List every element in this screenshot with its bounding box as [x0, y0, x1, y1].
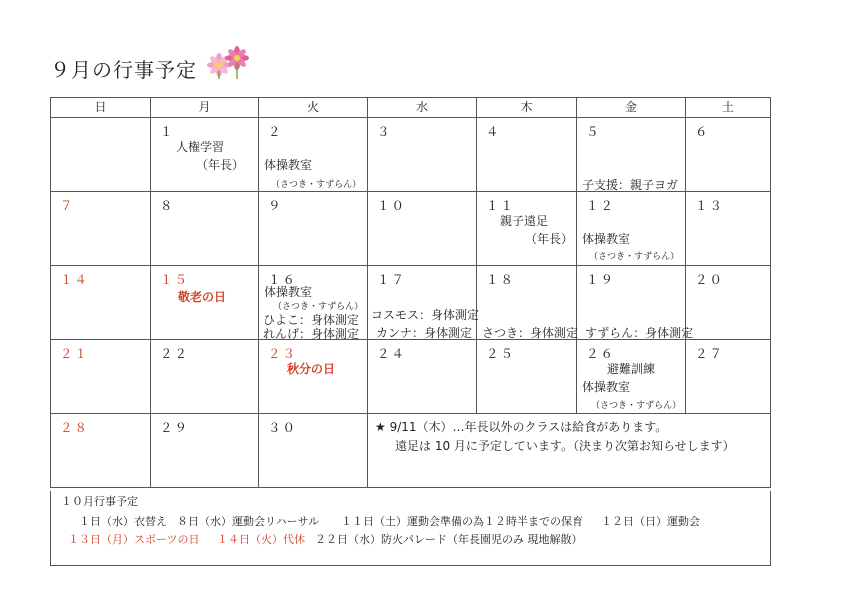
notes-block	[375, 418, 735, 456]
day-cell	[151, 266, 259, 340]
note-line: ★ 9/11（木）…年長以外のクラスは給食があります。	[375, 420, 668, 434]
weekday-mon: 月	[151, 98, 259, 118]
event-text: 親子遠足	[500, 214, 549, 228]
event-text: コスモス：身体測定	[371, 308, 480, 322]
day-number: １	[160, 124, 175, 139]
day-number: ２２	[160, 346, 190, 361]
day-number: ２６	[586, 346, 616, 361]
weekday-thu: 木	[477, 98, 577, 118]
event-text: （さつき・すずらん）	[273, 302, 364, 312]
october-holiday: １４日（火）代休	[217, 533, 305, 546]
day-cell	[577, 192, 686, 266]
event-text: 子支援：親子ヨガ	[582, 178, 679, 192]
day-number: ２５	[486, 346, 516, 361]
day-cell	[368, 118, 477, 192]
note-line: 遠足は 10 月に予定しています。（決まり次第お知らせします）	[395, 439, 735, 453]
day-cell	[368, 192, 477, 266]
day-number: ７	[60, 198, 75, 213]
day-cell	[368, 340, 477, 414]
day-number: ５	[586, 124, 601, 139]
event-text: （年長）	[196, 158, 245, 172]
day-number: ２	[268, 124, 283, 139]
weekday-sun: 日	[51, 98, 151, 118]
day-number: １４	[60, 272, 90, 287]
week-row	[51, 118, 771, 192]
day-cell	[259, 340, 368, 414]
october-event: １日（水）衣替え	[79, 515, 167, 528]
day-cell	[151, 340, 259, 414]
october-holiday: １３日（月）スポーツの日	[68, 533, 200, 546]
day-cell	[259, 118, 368, 192]
event-text: 体操教室	[582, 232, 631, 246]
day-cell	[577, 340, 686, 414]
day-number: １９	[586, 272, 616, 287]
day-number: ２７	[695, 346, 725, 361]
day-number: ２０	[695, 272, 725, 287]
day-cell	[477, 266, 577, 340]
event-text: さつき：身体測定	[482, 326, 579, 340]
day-cell	[259, 414, 368, 488]
day-cell-empty	[51, 118, 151, 192]
day-number: １５	[160, 272, 190, 287]
day-number: ３	[377, 124, 392, 139]
day-cell	[51, 414, 151, 488]
weekday-header-row	[51, 98, 771, 118]
flower-icon	[207, 44, 251, 80]
holiday-label: 秋分の日	[287, 362, 336, 376]
page-title: ９月の行事予定	[50, 58, 197, 82]
october-events	[50, 491, 771, 566]
day-number: ２３	[268, 346, 298, 361]
weekday-sat: 土	[686, 98, 771, 118]
day-number: ２９	[160, 420, 190, 435]
day-cell	[51, 340, 151, 414]
event-text: カンナ：身体測定	[376, 326, 473, 340]
day-cell	[686, 118, 771, 192]
day-number: １２	[586, 198, 616, 213]
weekday-wed: 水	[368, 98, 477, 118]
day-number: ３０	[268, 420, 298, 435]
day-cell	[259, 192, 368, 266]
day-cell	[477, 192, 577, 266]
week-row	[51, 340, 771, 414]
event-text: （年長）	[525, 232, 574, 246]
day-number: ９	[268, 198, 283, 213]
day-cell	[686, 340, 771, 414]
day-cell	[259, 266, 368, 340]
day-number: １６	[268, 272, 298, 287]
event-text: 人権学習	[176, 140, 225, 154]
event-text: （さつき・すずらん）	[591, 401, 682, 411]
weekday-tue: 火	[259, 98, 368, 118]
event-text: すずらん：身体測定	[585, 326, 694, 340]
day-cell	[477, 118, 577, 192]
week-row	[51, 266, 771, 340]
day-cell	[51, 266, 151, 340]
day-cell	[577, 118, 686, 192]
day-number: １３	[695, 198, 725, 213]
day-cell	[51, 192, 151, 266]
day-cell	[577, 266, 694, 340]
day-cell	[368, 266, 480, 340]
october-event: １１日（土）運動会準備の為１２時半までの保育	[341, 515, 583, 528]
event-text: 体操教室	[582, 380, 631, 394]
day-number: １７	[377, 272, 407, 287]
day-number: ８	[160, 198, 175, 213]
event-text: （さつき・すずらん）	[271, 180, 362, 190]
october-event: ８日（水）運動会リハーサル	[177, 515, 320, 528]
october-event: ２２日（水）防火パレード（年長園児のみ 現地解散）	[315, 533, 583, 546]
day-cell	[686, 192, 771, 266]
event-text: 体操教室	[264, 158, 313, 172]
event-text: （さつき・すずらん）	[589, 252, 680, 262]
day-number: ６	[695, 124, 710, 139]
day-number: １１	[486, 198, 516, 213]
day-cell	[686, 266, 771, 340]
day-number: １８	[486, 272, 516, 287]
day-number: ４	[486, 124, 501, 139]
event-text: 体操教室	[264, 285, 313, 299]
day-number: １０	[377, 198, 407, 213]
day-cell	[477, 340, 577, 414]
october-event: １２日（日）運動会	[601, 515, 700, 528]
holiday-label: 敬老の日	[178, 290, 227, 304]
day-number: ２４	[377, 346, 407, 361]
october-heading: １０月行事予定	[61, 495, 138, 508]
day-number: ２８	[60, 420, 90, 435]
day-number: ２１	[60, 346, 90, 361]
event-text: ひよこ：身体測定	[263, 313, 360, 327]
day-cell	[151, 192, 259, 266]
weekday-fri: 金	[577, 98, 686, 118]
event-text: 避難訓練	[607, 362, 656, 376]
day-cell	[151, 414, 259, 488]
day-cell	[151, 118, 259, 192]
event-text: れんげ：身体測定	[263, 327, 360, 341]
week-row	[51, 192, 771, 266]
